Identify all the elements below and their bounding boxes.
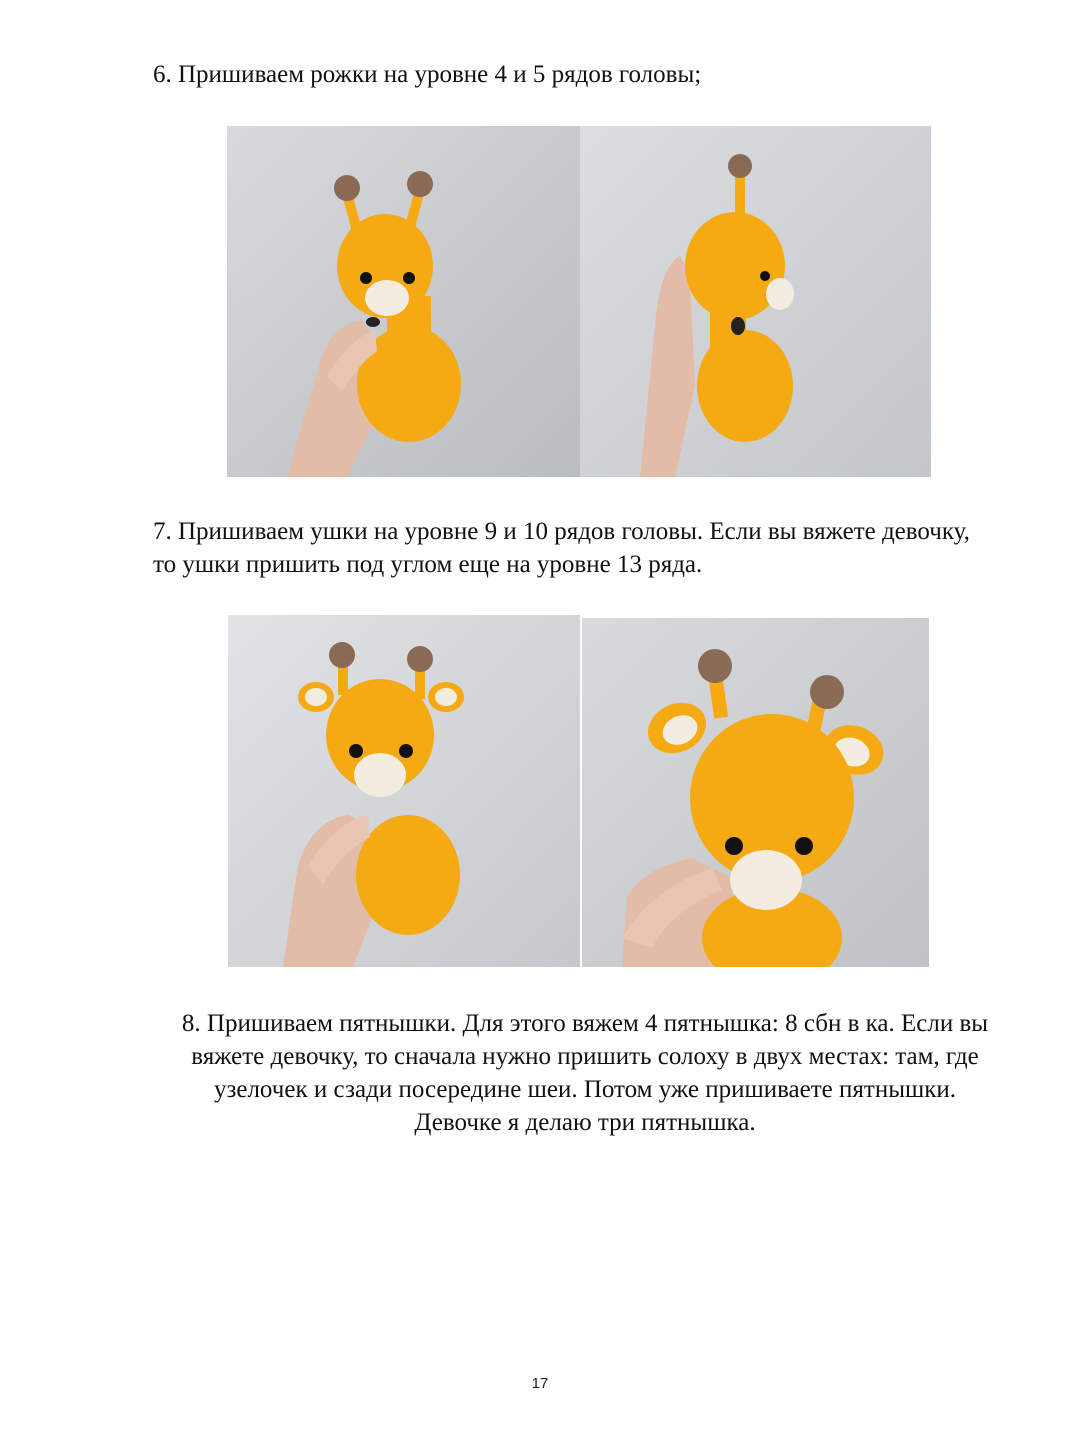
- step-8-line-1: 8. Пришиваем пятнышки. Для этого вяжем 4 пятнышка: 8 сбн в ка. Если вы: [181, 1010, 989, 1037]
- page-number: 17: [531, 1375, 549, 1392]
- photo-horns-side: [580, 126, 931, 477]
- photo-horns-front: [227, 126, 580, 477]
- photo-ears-closeup: [582, 618, 929, 967]
- step-8-text: [160, 1007, 1010, 1139]
- step-8-line-4: Девочке я делаю три пятнышка.: [414, 1109, 756, 1136]
- step-6-line: 6. Пришиваем рожки на уровне 4 и 5 рядов головы;: [153, 61, 702, 88]
- step-8-line-3: узелочек и сзади посередине шеи. Потом уже пришиваете пятнышки.: [213, 1076, 957, 1103]
- step-6-text: [153, 58, 1013, 91]
- step-7-line-2: то ушки пришить под углом еще на уровне 13 ряда.: [153, 551, 703, 578]
- step-7-text: [153, 515, 1033, 581]
- step-8-line-2: вяжете девочку, то сначала нужно пришить солоху в двух местах: там, где: [191, 1043, 979, 1070]
- photo-ears-front: [228, 615, 580, 967]
- step-7-line-1: 7. Пришиваем ушки на уровне 9 и 10 рядов головы. Если вы вяжете девочку,: [153, 518, 970, 545]
